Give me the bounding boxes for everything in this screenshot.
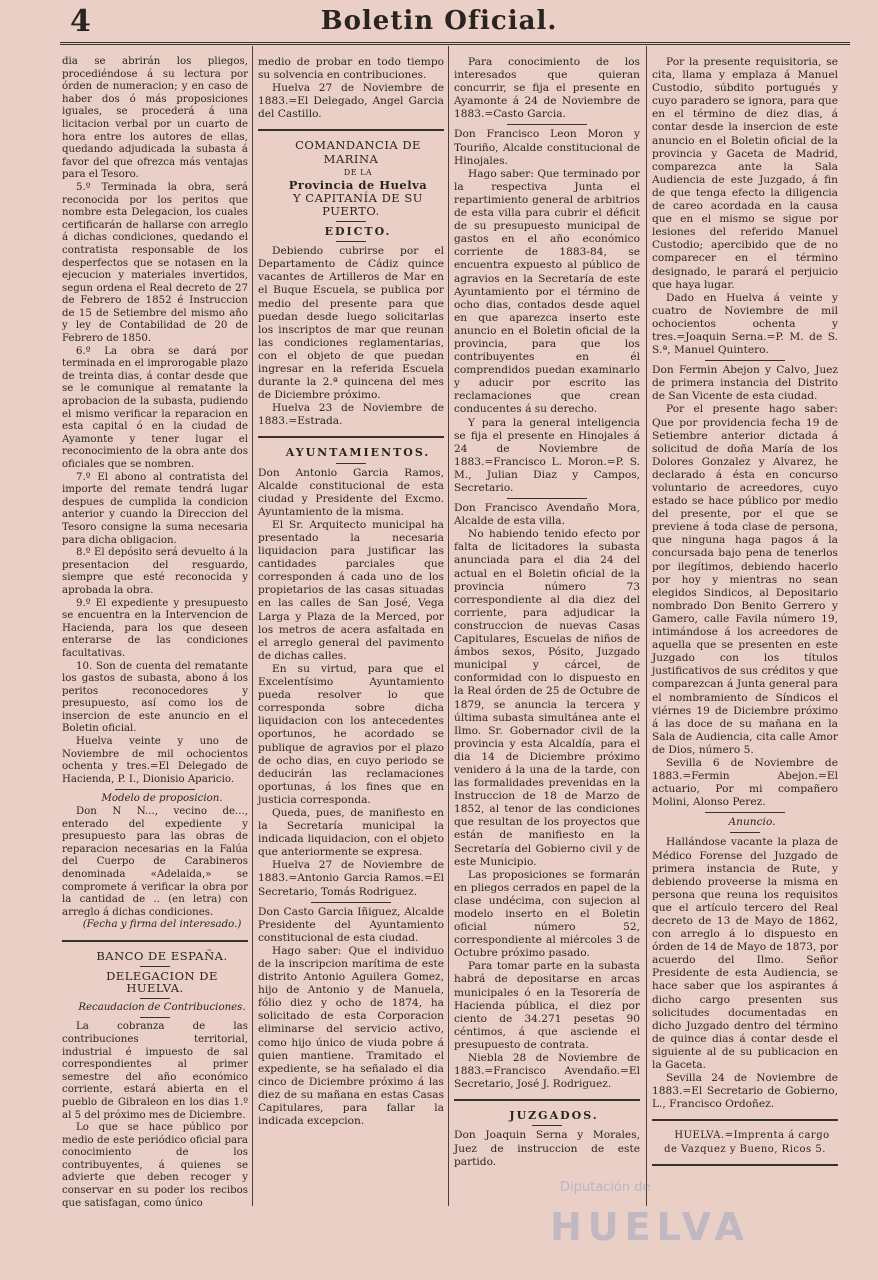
section-heading: BANCO DE ESPAÑA. xyxy=(96,948,228,963)
paragraph: No habiendo tenido efecto por falta de licitadores la subasta anunciada para el dia 24 del actual en el Boletin oficial de la provincia número 73 correspondiente al dia diez del corriente, para adjudicar la construccion de nuevas Casas Capitulares, Escuelas de niños de ámbos sexos, Pósito, Juzgado municipal y cárcel, de conformidad con lo dispuesto en la Real órden de 25 de Octubre de 1879, se anuncia la tercera y última subasta simultánea ante el Ilmo. Sr. Gobernador civil de la provincia y esta Alcaldía, para el dia 14 de Diciembre próximo venidero á la una de la tarde, con las formalidades prevenidas en la Instruccion de 18 de Marzo de 1852, al tenor de las condiciones que resultan de los proyectos que están de manifiesto en la Secretaría del Gobierno civil y de este Municipio. xyxy=(454,528,640,868)
paragraph: Dado en Huelva á veinte y cuatro de Noviembre de mil ochocientos ochenta y tres.=Joaquin Serna.=P. M. de S. S.ª, Manuel Quintero. xyxy=(652,291,838,357)
separator xyxy=(652,1119,838,1121)
separator xyxy=(705,360,785,361)
paragraph: Debiendo cubrirse por el Departamento de Cádiz quince vacantes de Artilleros de Mar en el Buque Escuela, se publica por medio del presente para que puedan desde luego solicitarlas los inscriptos de mar que reunan las condiciones reglamentarias, con el objeto de que puedan ingresar en la referida Escuela durante la 2.ª quincena del mes de Diciembre próximo. xyxy=(258,245,444,402)
paragraph: Don Fermin Abejon y Calvo, Juez de primera instancia del Distrito de San Vicente de esta ciudad. xyxy=(652,364,838,403)
separator xyxy=(140,1017,170,1018)
separator xyxy=(705,812,785,813)
paragraph: Por el presente hago saber: Que por providencia fecha 19 de Setiembre anterior dictada á solicitud de doña María de los Dolores Gonzalez y Alvarez, he declarado á ésta en concurso voluntario de acreedores, cuyo estado se hace público por medio del presente, por el que se previene á toda clase de persona, que ninguna haga pagos á la concursada bajo pena de tenerlos por ilegítimos, debiendo hacerlo por hoy y mientras no sean elegidos Sindicos, al Depositario nombrado Don Benito Gerrero y Gamero, calle Favila número 19, intimándose á los acreedores de aquella que se presenten en este Juzgado con los títulos justificativos de sus créditos y que comparezcan á Junta general para el nombramiento de Síndicos el viérnes 19 de Diciembre próximo á las doce de su mañana en la Sala de Audiencia, cita calle Amor de Dios, número 5. xyxy=(652,403,838,756)
section-heading: JUZGADOS. xyxy=(509,1109,599,1123)
separator xyxy=(62,940,248,942)
section-heading: DE LA xyxy=(343,167,373,177)
separator xyxy=(140,998,170,999)
paragraph: Huelva 23 de Noviembre de 1883.=Estrada. xyxy=(258,402,444,428)
paragraph: La cobranza de las contribuciones territorial, industrial é impuesto de sal correspondientes al primer semestre del año económico corriente, estará abierta en el pueblo de Gibraleon en los dias 1.º al 5 del próximo mes de Diciembre. xyxy=(62,1021,248,1121)
paragraph: Don Francisco Avendaño Mora, Alcalde de esta villa. xyxy=(454,502,640,528)
section-subtitle: Recaudacion de Contribuciones. xyxy=(78,1001,246,1013)
paragraph: 6.º La obra se dará por terminada en el improrogable plazo de treinta dias, á contar desde que se le comunique al rematante la aprobacion de la subasta, pudiendo el mismo verificar la reparacion en esta capital ó en la ciudad de Ayamonte y tener lugar el reconocimiento de la obra ante dos oficiales que se nombren. xyxy=(62,345,248,470)
section-heading: EDICTO. xyxy=(324,225,392,239)
paragraph: Hago saber: Que terminado por la respectiva Junta el repartimiento general de arbitrios de esta villa para cubrir el déficit de su presupuesto municipal de gastos en el año económico corriente de 1883-84, se encuentra expuesto al público de agravios en la Secretaría de este Ayuntamiento por el término de ocho dias, contados desde aquel en que aparezca inserto este anuncio en el Boletin oficial de la provincia, para que los contribuyentes en él comprendidos puedan examinarlo y aducir por escrito las reclamaciones que crean conducentes á su derecho. xyxy=(454,167,640,416)
paragraph: El Sr. Arquitecto municipal ha presentado la necesaria liquidacion para justificar las cantidades parciales que corresponden á cada uno de los propietarios de las casas situadas en las calles de San José, Vega Larga y Plaza de la Merced, por los metros de acera asfaltada en el arreglo general del pavimento de dichas calles. xyxy=(258,518,444,662)
separator xyxy=(652,1164,838,1166)
paragraph: Sevilla 6 de Noviembre de 1883.=Fermin Abejon.=El actuario, Por mi compañero Molini, Alonso Perez. xyxy=(652,756,838,809)
column-divider xyxy=(646,46,647,1206)
separator xyxy=(140,966,170,967)
paragraph: Sevilla 24 de Noviembre de 1883.=El Secretario de Gobierno, L., Francisco Ordoñez. xyxy=(652,1072,838,1111)
paragraph: Para conocimiento de los interesados que quieran concurrir, se fija el presente en Ayamonte á 24 de Noviembre de 1883.=Casto Garcia. xyxy=(454,56,640,121)
paragraph: Don Casto Garcia Iñiguez, Alcalde Presidente del Ayuntamiento constitucional de esta ciudad. xyxy=(258,905,444,944)
paragraph: Hallándose vacante la plaza de Médico Forense del Juzgado de primera instancia de Rute, y debiendo proveerse la misma en persona que reuna los requisitos que el artículo tercero del Real decreto de 13 de Mayo de 1862, con arreglo á lo dispuesto en órden de 14 de Mayo de 1873, por acuerdo del Ilmo. Señor Presidente de esta Audiencia, se hace saber que los aspirantes á dicho cargo presenten sus solicitudes documentadas en dicho Juzgado dentro del término de quince dias á contar desde el siguiente al de su publicacion en la Gaceta. xyxy=(652,836,838,1072)
section-heading: COMANDANCIA DE MARINA xyxy=(295,138,421,166)
paragraph: Las proposiciones se formarán en pliegos cerrados en papel de la clase undécima, con sujecion al modelo inserto en el Boletin oficial número 52, correspondiente al miércoles 3 de Octubre próximo pasado. xyxy=(454,868,640,960)
separator xyxy=(115,789,195,790)
paragraph: Don Joaquin Serna y Morales, Juez de instruccion de este partido. xyxy=(454,1129,640,1168)
paragraph: Por la presente requisitoria, se cita, llama y emplaza á Manuel Custodio, súbdito portugués y cuyo paradero se ignora, para que en el término de diez dias, á contar desde la insercion de este anuncio en el Boletin oficial de la provincia y Gaceta de Madrid, comparezca ante la Sala Audiencia de este Juzgado, á fin de que tenga efecto la diligencia de careo acordada en la causa que en el mismo se sigue por lesiones del referido Manuel Custodio; apercibido que de no comparecer en el término designado, le parará el perjuicio que haya lugar. xyxy=(652,56,838,291)
header-rule xyxy=(60,42,850,45)
paragraph: Y para la general inteligencia se fija el presente en Hinojales á 24 de Noviembre de 1883.=Francisco L. Moron.=P. S. M., Julian Diaz y Campos, Secretario. xyxy=(454,416,640,494)
column-2 xyxy=(258,56,444,1128)
paragraph: Don N N..., vecino de..., enterado del expediente y presupuesto para las obras de reparacion necesarias en la Falúa del Cuerpo de Carabineros denominada «Adelaida,» se compromete á verificar la obra por la cantidad de .. (en letra) con arreglo á dichas condiciones. xyxy=(62,806,248,918)
column-divider xyxy=(448,46,449,1206)
newspaper-title: Boletin Oficial. xyxy=(320,6,558,36)
paragraph: Niebla 28 de Noviembre de 1883.=Francisco Avendaño.=El Secretario, José J. Rodriguez. xyxy=(454,1052,640,1091)
column-4 xyxy=(652,56,838,1174)
separator xyxy=(258,436,444,438)
paragraph: Lo que se hace público por medio de este periódico oficial para conocimiento de los contribuyentes, á quienes se advierte que deben recoger y conservar en su poder los recibos que satisfagan, como único xyxy=(62,1122,248,1209)
watermark-logo: HUELVA xyxy=(550,1205,750,1249)
section-heading: Y CAPITANÍA DE SU PUERTO. xyxy=(293,190,423,218)
paragraph: 5.º Terminada la obra, será reconocida por los peritos que nombre esta Delegacion, los cuales certificarán de hallarse con arreglo á dichas condiciones, quedando el contratista responsable de los desperfectos que se notasen en la ejecucion y materiales invertidos, segun ordena el Real decreto de 27 de Febrero de 1852 é Instruccion de 15 de Setiembre del mismo año y ley de Contabilidad de 20 de Febrero de 1850. xyxy=(62,181,248,345)
separator xyxy=(532,1125,562,1126)
separator xyxy=(336,463,366,464)
paragraph: Huelva 27 de Noviembre de 1883.=Antonio Garcia Ramos.=El Secretario, Tomás Rodriguez. xyxy=(258,859,444,898)
section-subtitle: Modelo de proposicion. xyxy=(101,793,223,805)
imprint: HUELVA.=Imprenta á cargo de Vazquez y Bueno, Ricos 5. xyxy=(664,1130,830,1155)
paragraph: Don Francisco Leon Moron y Touriño, Alcalde constitucional de Hinojales. xyxy=(454,128,640,167)
paragraph: En su virtud, para que el Excelentísimo Ayuntamiento pueda resolver lo que corresponda sobre dicha liquidacion con los antecedentes oportunos, he acordado se publique de agravios por el plazo de ocho dias, en cuyo periodo se deducirán las reclamaciones oportunas, á los fines que en justicia corresponda. xyxy=(258,662,444,806)
paragraph: medio de probar en todo tiempo su solvencia en contribuciones. xyxy=(258,56,444,82)
paragraph: Queda, pues, de manifiesto en la Secretaría municipal la indicada liquidacion, con el objeto que anteriormente se expresa. xyxy=(258,806,444,859)
separator xyxy=(730,832,760,833)
page-number: 4 xyxy=(70,4,91,39)
column-3 xyxy=(454,56,640,1169)
separator xyxy=(336,241,366,242)
section-heading: DELEGACION DE HUELVA. xyxy=(106,968,218,996)
paragraph: 8.º El depósito será devuelto á la presentacion del resguardo, siempre que esté reconocida y aprobada la obra. xyxy=(62,547,248,596)
separator xyxy=(311,902,391,903)
paragraph: Huelva veinte y uno de Noviembre de mil ochocientos ochenta y tres.=El Delegado de Hacienda, P. I., Dionisio Aparicio. xyxy=(62,736,248,785)
separator xyxy=(258,129,444,131)
watermark-caption: Diputación de xyxy=(560,1180,651,1195)
section-heading: Provincia de Huelva xyxy=(288,177,428,192)
separator xyxy=(507,124,587,125)
paragraph: 9.º El expediente y presupuesto se encuentra en la Intervencion de Hacienda, para los que deseen enterarse de las condiciones facultativas. xyxy=(62,597,248,659)
column-divider xyxy=(252,46,253,1206)
column-1 xyxy=(62,56,248,1210)
separator xyxy=(336,221,366,222)
paragraph: Huelva 27 de Noviembre de 1883.=El Delegado, Angel Garcia del Castillo. xyxy=(258,82,444,121)
section-subtitle: Anuncio. xyxy=(728,816,776,829)
separator xyxy=(507,498,587,499)
paragraph: Hago saber: Que el individuo de la inscripcion marítima de este distrito Antonio Aguilera Gomez, hijo de Antonio y de Manuela, fólio diez y ocho de 1874, ha solicitado de esta Corporacion eliminarse del servicio activo, como hijo único de viuda pobre á quien mantiene. Tramitado el expediente, se ha señalado el dia cinco de Diciembre próximo á las diez de su mañana en estas Casas Capitulares, para fallar la indicada excepcion. xyxy=(258,944,444,1128)
paragraph: 7.º El abono al contratista del importe del remate tendrá lugar despues de cumplida la condicion anterior y cuando la Direccion del Tesoro consigne la suma necesaria para dicha obligacion. xyxy=(62,471,248,546)
paragraph: Para tomar parte en la subasta habrá de depositarse en arcas municipales ó en la Tesorería de Hacienda pública, el diez por ciento de 34.271 pesetas 90 céntimos, á que asciende el presupuesto de contrata. xyxy=(454,960,640,1051)
separator xyxy=(454,1099,640,1101)
section-heading: AYUNTAMIENTOS. xyxy=(285,446,431,460)
paragraph: 10. Son de cuenta del rematante los gastos de subasta, abono á los peritos reconocedores y presupuesto, así como los de insercion de este anuncio en el Boletin oficial. xyxy=(62,660,248,735)
signature-note: (Fecha y firma del interesado.) xyxy=(82,919,242,931)
paragraph: dia se abrirán los pliegos, procediéndose á su lectura por órden de numeracion; y en caso de haber dos ó más proposiciones iguales, se procederá á una licitacion verbal por un cuarto de hora entre los autores de ellas, quedando adjudicada la subasta á favor del que ofrezca más ventajas para el Tesoro. xyxy=(62,56,248,181)
paragraph: Don Antonio Garcia Ramos, Alcalde constitucional de esta ciudad y Presidente del Excmo. Ayuntamiento de la misma. xyxy=(258,466,444,518)
